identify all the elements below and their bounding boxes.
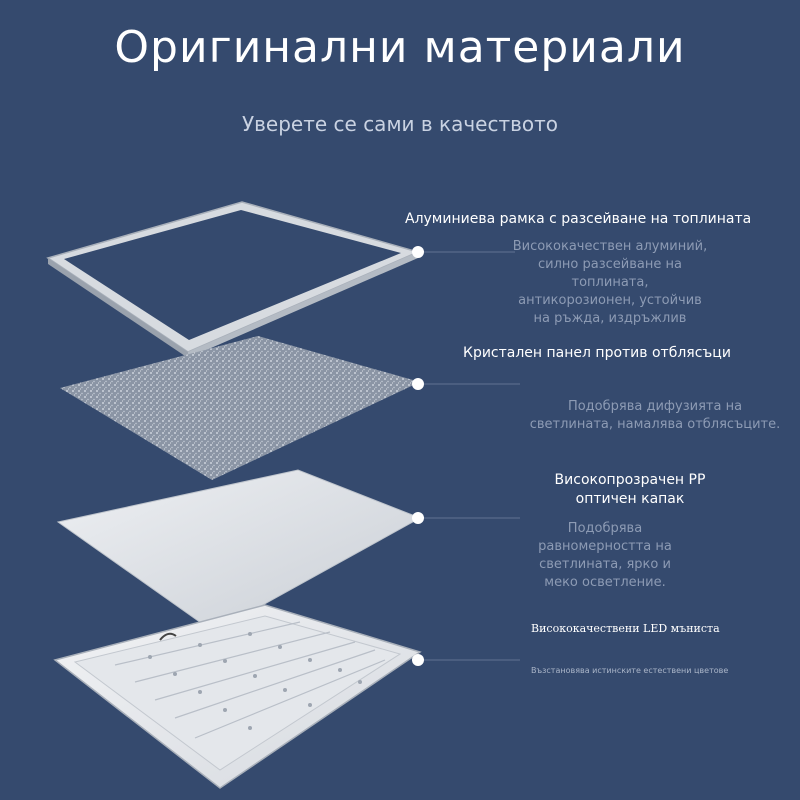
led-base-layer xyxy=(55,605,420,788)
frame-title: Алуминиева рамка с разсейване на топлината xyxy=(405,211,752,227)
pp-cover-layer xyxy=(58,470,420,632)
page-title: Оригинални материали xyxy=(114,22,686,73)
marker-pp-cover xyxy=(412,512,520,524)
pp-cover-description: Подобрява равномерността на светлината, ярко и меко осветление. xyxy=(538,521,672,590)
led-title: Висококачествени LED мъниста xyxy=(531,622,720,635)
frame-description: Висококачествен алуминий, силно разсейване на топлината, антикорозионен, устойчив на ръжда, издръжлив xyxy=(512,239,708,326)
page-subtitle: Уверете се сами в качеството xyxy=(241,112,559,136)
crystal-panel-layer xyxy=(60,336,420,480)
crystal-panel-title: Кристален панел против отблясъци xyxy=(463,345,731,361)
pp-cover-title: Високопрозрачен PP оптичен капак xyxy=(554,472,706,507)
aluminium-frame-layer xyxy=(48,202,418,358)
crystal-panel-description: Подобрява дифузията на светлината, намалява отблясъците. xyxy=(529,399,781,432)
marker-crystal-panel xyxy=(412,378,520,390)
marker-led-base xyxy=(412,654,520,666)
led-description: Възстановява истинските естествени цветове xyxy=(531,666,729,675)
